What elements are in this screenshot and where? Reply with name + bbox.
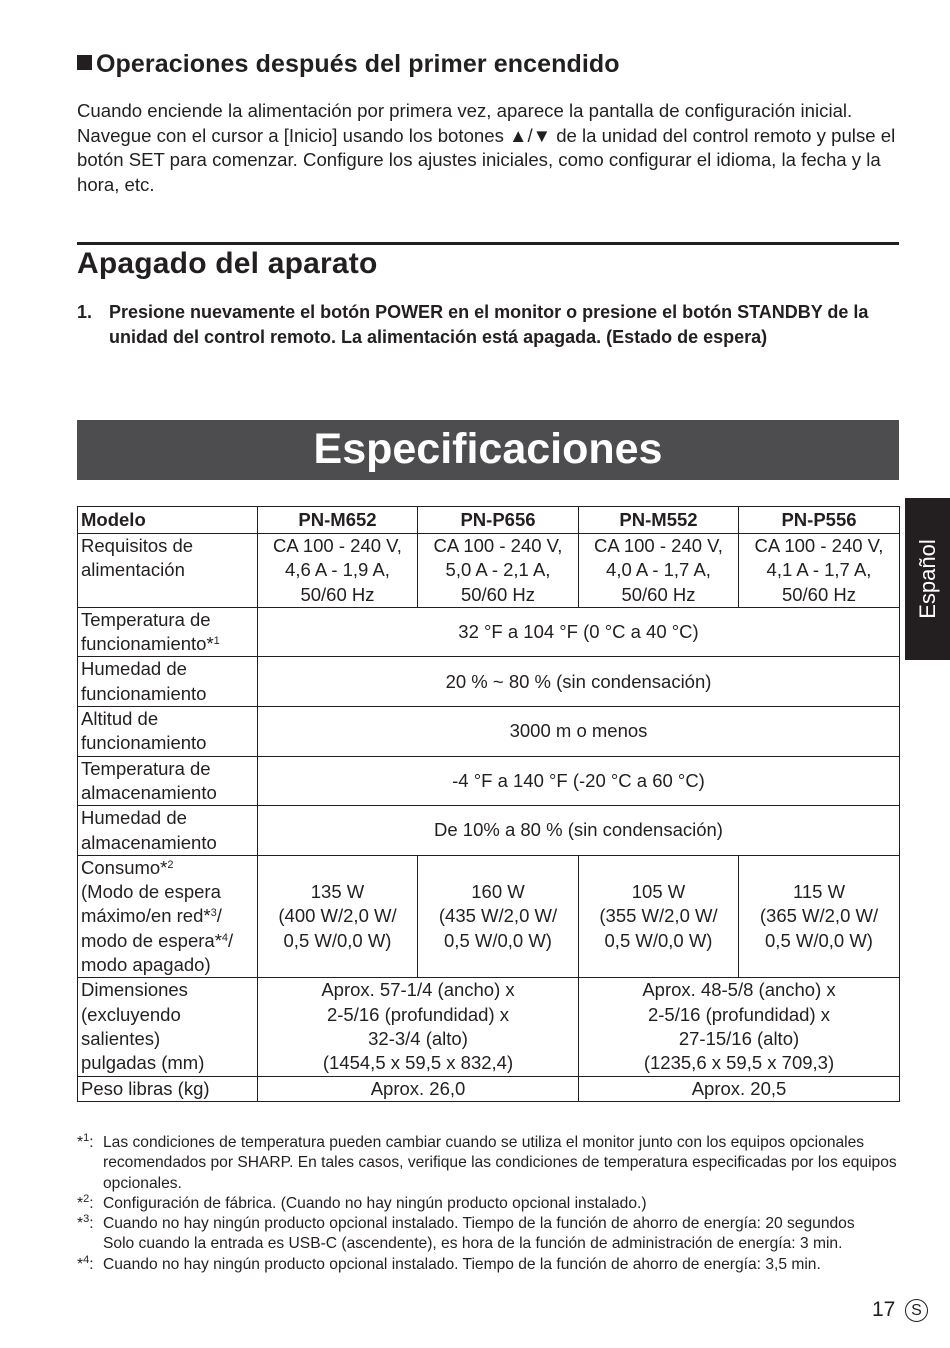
- label-line: Humedad de: [81, 658, 187, 680]
- footnote-star: *: [77, 1215, 84, 1233]
- consumption-line: (435 W/2,0 W/: [438, 905, 558, 927]
- row-label-power: Requisitos de alimentación: [78, 534, 258, 608]
- label-line: Altitud de: [81, 708, 159, 730]
- label-line: modo apagado): [81, 954, 211, 976]
- label-line: funcionamiento: [81, 682, 207, 704]
- table-row-consumption: [78, 855, 900, 977]
- footnote-marker: *$^3$:: [77, 1213, 94, 1233]
- consumption-line: 105 W: [631, 881, 686, 903]
- row-label-operating-humidity: [78, 657, 258, 707]
- row-label-operating-altitude: [78, 707, 258, 757]
- label-line: /: [216, 905, 222, 927]
- table-row-operating-altitude: [78, 707, 900, 757]
- power-value-p556: [739, 534, 900, 608]
- storage-humidity-value: De 10% a 80 % (sin condensación): [258, 806, 900, 856]
- footnote-star: *: [77, 1134, 84, 1151]
- weight-value-65: Aprox. 26,0: [258, 1076, 579, 1101]
- footnote-number: 3: [83, 1213, 90, 1226]
- table-header-row: [78, 507, 900, 534]
- footnote-mark: 3: [210, 907, 217, 920]
- label-line: pulgadas (mm): [81, 1052, 205, 1074]
- row-label-weight: Peso libras (kg): [78, 1076, 258, 1101]
- power-value-p656: [418, 534, 579, 608]
- header-pn-p656: PN-P656: [418, 507, 579, 534]
- row-label-storage-temperature: [78, 756, 258, 806]
- consumption-value-p656: [418, 855, 579, 977]
- consumption-line: 0,5 W/0,0 W): [444, 929, 552, 951]
- consumption-line: (365 W/2,0 W/: [759, 905, 879, 927]
- section-divider: [77, 242, 899, 245]
- consumption-line: 0,5 W/0,0 W): [604, 929, 713, 951]
- label-line: Temperatura de: [81, 608, 211, 630]
- table-row-dimensions: [78, 978, 900, 1076]
- table-row-weight: [78, 1076, 900, 1101]
- label-line: funcionamiento*: [81, 633, 214, 655]
- table-row-storage-humidity: [78, 806, 900, 856]
- footnote-4: [77, 1255, 907, 1275]
- consumption-value-p556: [739, 855, 900, 977]
- footnote-text: Cuando no hay ningún producto opcional instalado. Tiempo de la función de ahorro de energía: 3,5 min.: [103, 1255, 821, 1273]
- dimension-line: (1235,6 x 59,5 x 709,3): [643, 1052, 835, 1074]
- operating-altitude-value: 3000 m o menos: [258, 707, 900, 757]
- footnote-text: Configuración de fábrica. (Cuando no hay ningún producto opcional instalado.): [103, 1194, 647, 1212]
- storage-temperature-value: -4 °F a 140 °F (-20 °C a 60 °C): [258, 756, 900, 806]
- label-line: salientes): [81, 1027, 161, 1049]
- consumption-line: (355 W/2,0 W/: [599, 905, 718, 927]
- page-number: 17: [872, 1298, 896, 1321]
- weight-value-55: Aprox. 20,5: [579, 1076, 900, 1101]
- language-side-tab-label: Español: [914, 539, 940, 619]
- footnote-1: [77, 1133, 907, 1194]
- section-title-operations-text: Operaciones después del primer encendido: [96, 50, 620, 78]
- dimension-line: Aprox. 57-1/4 (ancho) x: [321, 979, 515, 1001]
- footnote-mark: 2: [167, 858, 174, 871]
- table-row-storage-temperature: [78, 756, 900, 806]
- power-line: CA 100 - 240 V,: [754, 535, 884, 556]
- footnote-marker: *$^1$:: [77, 1132, 94, 1151]
- power-line: 5,0 A - 2,1 A,: [445, 559, 551, 581]
- label-line: /: [228, 929, 234, 951]
- power-line: 50/60 Hz: [460, 583, 536, 605]
- row-label-storage-humidity: [78, 806, 258, 856]
- dimension-line: 2-5/16 (profundidad) x: [326, 1003, 510, 1025]
- footnote-marker: *$^2$:: [77, 1192, 94, 1212]
- table-row-power: [78, 534, 900, 608]
- specifications-table: [77, 506, 900, 1102]
- section-title-power-off: Apagado del aparato: [77, 247, 378, 280]
- dimension-line: 32-3/4 (alto): [368, 1027, 468, 1049]
- footnote-2: [77, 1194, 907, 1214]
- step-number: 1.: [77, 302, 93, 322]
- footnote-number: 4: [83, 1253, 90, 1266]
- footnote-mark: 4: [221, 931, 229, 944]
- consumption-line: 0,5 W/0,0 W): [765, 929, 873, 951]
- language-circle-icon: S: [905, 1299, 928, 1322]
- power-line: 50/60 Hz: [781, 583, 857, 605]
- dimension-line: Aprox. 48-5/8 (ancho) x: [642, 979, 836, 1001]
- table-row-operating-temperature: [78, 607, 900, 657]
- operations-paragraph: Cuando enciende la alimentación por primera vez, aparece la pantalla de configuración inicial. Navegue con el cursor a [Inicio] usando los botones ▲/▼ de la unidad del control remoto y pulse el botón SET para comenzar. Configure los ajustes iniciales, como configurar el idioma, la fecha y la hora, etc.: [77, 100, 896, 195]
- power-line: 4,1 A - 1,7 A,: [766, 559, 872, 581]
- dimension-line: 27-15/16 (alto): [678, 1027, 800, 1049]
- label-line: funcionamiento: [81, 732, 207, 754]
- power-line: 4,6 A - 1,9 A,: [285, 559, 390, 581]
- label-line: Dimensiones: [81, 979, 188, 1001]
- footnote-star: *: [77, 1255, 84, 1273]
- footnotes: [77, 1133, 907, 1275]
- dimension-line: 2-5/16 (profundidad) x: [647, 1003, 831, 1025]
- footnote-number: 1: [83, 1132, 90, 1144]
- row-label-consumption: [78, 855, 258, 977]
- label-line: Temperatura de: [81, 757, 211, 779]
- language-side-tab: [905, 498, 950, 660]
- consumption-line: 135 W: [310, 881, 365, 903]
- dimensions-value-55: [579, 978, 900, 1076]
- label-line: (excluyendo: [81, 1003, 181, 1025]
- dimensions-value-65: [258, 978, 579, 1076]
- footnote-text: Solo cuando la entrada es USB-C (ascendente), es hora de la función de administración de energía: 3 min.: [103, 1235, 843, 1253]
- consumption-line: 160 W: [471, 881, 525, 903]
- label-line: máximo/en red*: [81, 905, 211, 927]
- power-value-m552: [579, 534, 739, 608]
- row-label-operating-temperature: [78, 607, 258, 657]
- label-line: Humedad de: [81, 807, 187, 829]
- consumption-line: 0,5 W/0,0 W): [283, 929, 392, 951]
- header-pn-m652: PN-M652: [258, 507, 418, 534]
- consumption-value-m552: [579, 855, 739, 977]
- consumption-line: (400 W/2,0 W/: [278, 905, 397, 927]
- operating-humidity-value: 20 % ~ 80 % (sin condensación): [258, 657, 900, 707]
- footnote-marker: *$^4$:: [77, 1253, 94, 1273]
- header-model: Modelo: [78, 507, 258, 534]
- label-line: modo de espera*: [81, 929, 222, 951]
- footnote-number: 2: [83, 1192, 90, 1205]
- row-label-dimensions: [78, 978, 258, 1076]
- header-pn-m552: PN-M552: [579, 507, 739, 534]
- specifications-banner: Especificaciones: [77, 420, 899, 480]
- dimension-line: (1454,5 x 59,5 x 832,4): [322, 1052, 514, 1074]
- power-line: CA 100 - 240 V,: [273, 535, 402, 556]
- consumption-value-m652: [258, 855, 418, 977]
- step-text: Presione nuevamente el botón POWER en el monitor o presione el botón STANDBY de la unidad del control remoto. La alimentación está apagada. (Estado de espera): [109, 302, 869, 347]
- power-line: 50/60 Hz: [300, 583, 375, 605]
- power-value-m652: [258, 534, 418, 608]
- footnote-star: *: [77, 1194, 84, 1212]
- table-row-operating-humidity: [78, 657, 900, 707]
- footnote-text: Las condiciones de temperatura pueden cambiar cuando se utiliza el monitor junto con los equipos opcionales recomendados por SHARP. En tales casos, verifique las condiciones de temperatura especificadas por los equipos opcionales.: [103, 1134, 897, 1192]
- power-line: 4,0 A - 1,7 A,: [606, 559, 711, 581]
- footnote-mark: 1: [213, 635, 220, 648]
- label-line: (Modo de espera: [81, 881, 221, 903]
- operating-temperature-value: 32 °F a 104 °F (0 °C a 40 °C): [258, 607, 900, 657]
- header-pn-p556: PN-P556: [739, 507, 900, 534]
- label-line: Consumo*: [81, 856, 168, 878]
- square-bullet-icon: [77, 55, 92, 70]
- footnote-text: Cuando no hay ningún producto opcional instalado. Tiempo de la función de ahorro de energía: 20 segundos: [103, 1215, 855, 1233]
- power-line: CA 100 - 240 V,: [433, 535, 563, 556]
- footnote-3: [77, 1214, 907, 1255]
- consumption-line: 115 W: [792, 881, 846, 903]
- power-line: CA 100 - 240 V,: [594, 535, 723, 556]
- power-line: 50/60 Hz: [621, 583, 696, 605]
- label-line: almacenamiento: [81, 781, 217, 803]
- section-title-operations: [77, 50, 907, 79]
- label-line: almacenamiento: [81, 831, 217, 853]
